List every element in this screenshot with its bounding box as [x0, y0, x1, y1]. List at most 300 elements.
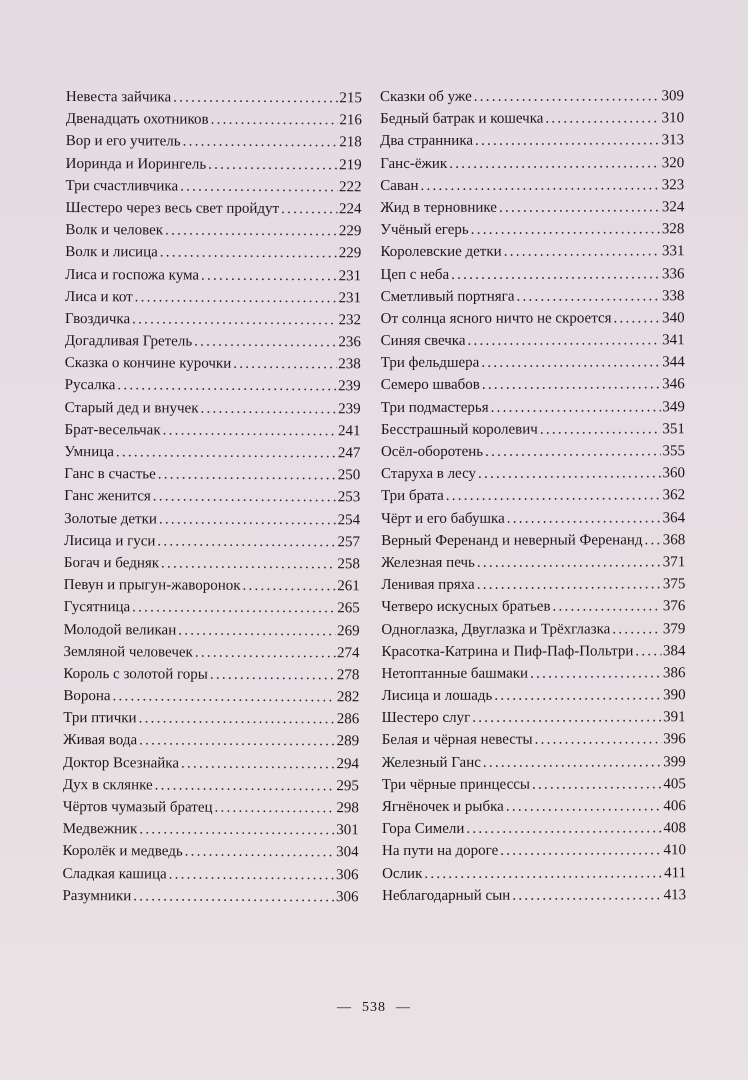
dot-leader [210, 664, 335, 687]
toc-entry-title: Старуха в лесу [380, 465, 477, 483]
toc-entry-page-number: 306 [335, 888, 359, 906]
dot-leader [467, 329, 660, 352]
toc-entry-title: Вор и его учитель [65, 133, 181, 150]
toc-entry-title: Русалка [64, 377, 116, 394]
toc-entry-title: Шестеро через весь свет пройдут [65, 199, 280, 217]
toc-entry-page-number: 324 [661, 199, 685, 216]
toc-entry-page-number: 362 [662, 487, 686, 504]
toc-entry-title: Учёный егерь [380, 221, 469, 239]
dot-leader [208, 153, 337, 176]
toc-entry-title: Ганс женится [64, 488, 151, 505]
toc-entry [382, 773, 686, 796]
dot-leader [153, 486, 336, 509]
toc-entry-title: Дух в склянке [62, 776, 153, 794]
dot-leader [516, 285, 660, 308]
toc-entry-page-number: 239 [338, 378, 361, 395]
toc-entry-title: Три фельдшера [380, 354, 480, 372]
dot-leader [117, 375, 336, 398]
toc-entry-page-number: 341 [662, 332, 685, 349]
toc-entry-title: Чёртов чумазый братец [62, 798, 213, 816]
toc-entry [382, 751, 686, 774]
dot-leader [194, 331, 336, 354]
toc-entry-title: Двенадцать охотников [65, 111, 209, 128]
toc-entry-page-number: 310 [661, 110, 685, 127]
dot-leader [169, 863, 334, 886]
dot-leader [158, 464, 336, 487]
dot-leader [178, 619, 335, 642]
toc-entry-page-number: 239 [338, 400, 361, 417]
toc-entry-page-number: 408 [663, 820, 686, 837]
toc-entry [64, 574, 360, 597]
toc-entry-page-number: 219 [339, 156, 362, 173]
toc-entry-title: Живая вода [63, 732, 138, 749]
toc-entry [64, 530, 360, 553]
toc-entry [381, 285, 685, 308]
toc-entry-title: Осёл-оборотень [380, 443, 484, 460]
toc-entry-title: Два странника [380, 133, 474, 150]
toc-entry [380, 152, 684, 175]
toc-entry-page-number: 250 [337, 467, 361, 484]
toc-entry-title: Догадливая Гретель [64, 333, 193, 350]
toc-entry-title: Ягнёночек и рыбка [381, 798, 504, 815]
toc-entry [63, 707, 359, 730]
toc-entry-title: Сладкая кашица [62, 865, 167, 883]
toc-entry [382, 884, 686, 907]
toc-entry-title: Верный Ференанд и неверный Ференанд [381, 532, 643, 549]
toc-entry-page-number: 257 [337, 533, 361, 551]
toc-entry [63, 774, 359, 797]
dot-leader [215, 797, 335, 820]
dot-leader [491, 396, 661, 419]
toc-entry [65, 219, 361, 242]
toc-entry [64, 618, 360, 641]
toc-entry [63, 663, 359, 686]
dot-leader [155, 774, 335, 797]
toc-entry-page-number: 238 [338, 356, 361, 373]
toc-entry-title: Синяя свечка [380, 332, 466, 350]
toc-entry-title: Одноглазка, Двуглазка и Трёхглазка [381, 620, 611, 638]
toc-entry [380, 130, 684, 153]
toc-entry [382, 862, 686, 885]
toc-entry-page-number: 298 [336, 800, 359, 817]
toc-entry-title: Иоринда и Иорингель [65, 155, 207, 173]
toc-entry-title: Старый дед и внучек [64, 399, 199, 417]
toc-entry-title: Гвоздичка [64, 310, 131, 328]
toc-entry-page-number: 224 [338, 201, 362, 218]
dot-leader [482, 374, 660, 397]
toc-entry-page-number: 405 [663, 776, 686, 793]
toc-entry-title: Золотые детки [64, 510, 157, 527]
toc-entry-page-number: 413 [663, 886, 687, 904]
toc-entry [66, 108, 362, 131]
toc-entry-title: Гора Симели [381, 820, 465, 838]
toc-entry [380, 196, 684, 219]
dot-leader [532, 773, 661, 796]
toc-entry-page-number: 368 [662, 531, 686, 549]
toc-entry [63, 840, 359, 863]
folio-dash-left: — [337, 1000, 352, 1015]
toc-entry-page-number: 360 [662, 465, 686, 482]
dot-leader [474, 85, 660, 108]
toc-entry [381, 573, 685, 596]
toc-entry [381, 440, 685, 463]
toc-entry [381, 396, 685, 419]
dot-leader [471, 218, 660, 241]
toc-entry [65, 374, 361, 397]
toc-entry [381, 374, 685, 397]
toc-entry [382, 840, 686, 863]
toc-entry [66, 175, 362, 198]
dot-leader [485, 440, 660, 463]
toc-entry-title: Невеста зайчика [65, 88, 172, 106]
toc-entry-page-number: 274 [336, 644, 360, 661]
toc-entry-page-number: 384 [662, 642, 686, 659]
dot-leader [165, 220, 337, 243]
toc-entry-page-number: 289 [336, 733, 360, 750]
dot-leader [135, 286, 337, 309]
toc-entry-title: От солнца ясного ничто не скроется [380, 310, 612, 327]
dot-leader [478, 462, 661, 485]
toc-entry [64, 419, 360, 442]
dot-leader [233, 353, 336, 376]
toc-entry-title: Молодой великан [63, 621, 177, 638]
dot-leader [481, 352, 660, 375]
toc-entry-page-number: 375 [662, 576, 686, 593]
toc-entry [66, 86, 362, 109]
dot-leader [472, 707, 661, 730]
toc-entry-page-number: 306 [336, 866, 359, 883]
toc-entry-title: Сказки об уже [380, 88, 472, 105]
dot-leader [139, 730, 335, 753]
dot-leader [500, 840, 661, 863]
toc-entry-title: Жид в терновнике [380, 199, 497, 216]
toc-entry [64, 508, 360, 531]
toc-entry-page-number: 229 [338, 245, 362, 262]
toc-entry-title: Сметливый портняга [380, 288, 515, 305]
toc-entry [381, 507, 685, 530]
toc-entry-page-number: 371 [662, 554, 686, 571]
toc-entry-page-number: 215 [339, 90, 362, 107]
toc-entry-title: Железная печь [381, 554, 475, 571]
dot-leader [545, 107, 659, 130]
dot-leader [159, 508, 336, 531]
dot-leader [499, 196, 660, 219]
toc-entry-title: Железный Ганс [381, 754, 481, 771]
toc-entry-title: На пути на дороге [381, 843, 499, 860]
toc-entry-title: Три чёрные принцессы [381, 776, 530, 793]
toc-entry-title: Разумники [62, 887, 132, 905]
toc-entry-page-number: 390 [663, 687, 686, 704]
dot-leader [132, 597, 335, 620]
toc-entry [382, 817, 686, 840]
toc-entry-page-number: 282 [336, 689, 360, 706]
dot-leader [183, 131, 338, 154]
toc-entry-page-number: 406 [663, 798, 686, 815]
toc-entry-title: Земляной человечек [63, 643, 193, 661]
toc-entry [381, 462, 685, 485]
toc-entry-page-number: 376 [662, 598, 686, 615]
toc-entry-title: Цеп с неба [380, 266, 450, 283]
dot-leader [132, 308, 336, 331]
dot-leader [535, 729, 662, 752]
toc-entry [65, 263, 361, 286]
toc-entry-title: Ворона [63, 688, 111, 705]
toc-entry [64, 552, 360, 575]
toc-entry [63, 729, 359, 752]
dot-leader [173, 86, 337, 109]
toc-entry-page-number: 301 [336, 822, 359, 839]
toc-entry-title: Чёрт и его бабушка [381, 510, 505, 527]
dot-leader [477, 573, 661, 596]
toc-entry-title: Лисица и лошадь [381, 687, 493, 705]
toc-entry-page-number: 216 [339, 112, 362, 129]
dot-leader [112, 685, 334, 708]
toc-entry [380, 85, 684, 108]
dot-leader [612, 618, 661, 640]
toc-entry [380, 107, 684, 130]
toc-entry-title: Лисица и гуси [63, 532, 156, 550]
toc-entry-title: Король с золотой горы [63, 665, 208, 683]
toc-entry-page-number: 295 [336, 777, 359, 795]
dot-leader [451, 263, 660, 286]
dot-leader [242, 575, 335, 598]
dot-leader [133, 885, 334, 908]
toc-entry [65, 330, 361, 353]
toc-entry-title: Бесстрашный королевич [380, 421, 538, 438]
toc-entry-page-number: 364 [662, 509, 686, 526]
dot-leader [195, 641, 335, 664]
toc-entry-title: Богач и бедняк [63, 554, 160, 572]
toc-entry [64, 463, 360, 486]
dot-leader [139, 819, 334, 842]
toc-entry [382, 729, 686, 752]
toc-entry-title: Волк и лисица [65, 244, 158, 261]
dot-leader [553, 596, 661, 618]
toc-entry-title: Сказка о кончине курочки [64, 355, 232, 372]
toc-entry [382, 662, 686, 685]
dot-leader [475, 130, 660, 153]
toc-entry [65, 286, 361, 309]
dot-leader [530, 662, 661, 685]
toc-entry-title: Лиса и госпожа кума [65, 266, 200, 284]
dot-leader [494, 684, 661, 707]
toc-left-column [62, 86, 362, 908]
toc-entry-title: Умница [64, 443, 114, 461]
toc-entry [381, 351, 685, 374]
page-number: 538 [362, 1000, 386, 1015]
toc-entry-page-number: 286 [336, 711, 360, 728]
toc-entry-page-number: 320 [661, 154, 685, 171]
dot-leader [161, 552, 335, 575]
toc-entry-page-number: 229 [338, 223, 362, 240]
toc-entry-page-number: 231 [338, 289, 362, 306]
toc-entry [381, 618, 685, 641]
toc-entry-page-number: 294 [336, 755, 360, 772]
toc-entry-page-number: 386 [663, 665, 686, 682]
toc-entry-title: Шестеро слуг [381, 710, 471, 727]
dot-leader [449, 152, 660, 175]
toc-entry-page-number: 254 [337, 511, 361, 528]
dot-leader [506, 795, 662, 818]
dot-leader [180, 175, 337, 198]
toc-entry [380, 174, 684, 197]
toc-entry-title: Неблагодарный сын [382, 887, 511, 904]
toc-entry-title: Саван [380, 177, 419, 194]
toc-entry-title: Белая и чёрная невесты [381, 732, 533, 749]
toc-entry-page-number: 410 [663, 842, 687, 859]
toc-entry-page-number: 351 [662, 421, 685, 438]
toc-entry-page-number: 355 [662, 443, 685, 460]
dot-leader [211, 109, 338, 132]
toc-entry [63, 641, 359, 664]
toc-entry [381, 329, 685, 352]
toc-entry [381, 596, 685, 619]
toc-entry-page-number: 338 [662, 287, 685, 304]
dot-leader [420, 174, 659, 197]
toc-entry-page-number: 241 [337, 423, 361, 440]
toc-entry-title: Медвежник [62, 821, 138, 838]
toc-entry-title: Бедный батрак и кошечка [380, 110, 544, 128]
toc-entry [380, 241, 684, 264]
toc-entry-page-number: 396 [663, 731, 686, 748]
toc-entry-page-number: 346 [662, 376, 685, 393]
dot-leader [424, 862, 662, 885]
page-folio [0, 1000, 748, 1016]
toc-entry-page-number: 336 [661, 265, 685, 282]
toc-entry-page-number: 261 [337, 578, 360, 595]
toc-entry-page-number: 323 [661, 176, 685, 194]
dot-leader [446, 485, 661, 508]
toc-entry-page-number: 265 [337, 600, 360, 617]
toc-entry-page-number: 253 [337, 489, 361, 506]
toc-entry-page-number: 304 [336, 844, 359, 861]
toc-entry-page-number: 258 [337, 556, 360, 573]
dot-leader [504, 241, 660, 264]
toc-entry [63, 752, 359, 775]
toc-entry-title: Три счастливчика [65, 177, 179, 195]
toc-entry-title: Доктор Всезнайка [63, 754, 180, 772]
toc-entry [66, 153, 362, 176]
toc-entry-page-number: 411 [664, 864, 687, 881]
toc-entry-title: Королёк и медведь [62, 843, 183, 860]
toc-entry [382, 684, 686, 707]
dot-leader [157, 530, 335, 553]
folio-dash-right: — [396, 1000, 411, 1015]
dot-leader [512, 884, 661, 907]
toc-entry-title: Брат-весельчак [64, 421, 161, 439]
toc-entry [381, 307, 685, 330]
toc-entry-title: Три подмастерья [380, 399, 489, 416]
toc-entry [382, 706, 686, 729]
toc-entry-page-number: 328 [661, 221, 685, 238]
dot-leader [200, 397, 336, 420]
dot-leader [160, 242, 337, 265]
toc-entry-page-number: 399 [663, 753, 686, 770]
toc-entry-page-number: 269 [337, 622, 360, 639]
toc-entry [65, 352, 361, 375]
toc-entry-page-number: 278 [336, 667, 360, 684]
toc-entry-title: Лиса и кот [65, 288, 133, 305]
toc-entry-page-number: 349 [662, 398, 685, 415]
toc-entry-title: Ослик [382, 865, 423, 882]
toc-entry-title: Ленивая пряха [381, 576, 475, 594]
toc-entry-page-number: 379 [662, 620, 686, 637]
toc-entry-title: Три брата [381, 488, 444, 505]
toc-entry-title: Ганс в счастье [64, 466, 156, 483]
toc-entry-page-number: 218 [339, 134, 362, 151]
toc-entry-page-number: 340 [662, 310, 685, 327]
dot-leader [139, 708, 335, 731]
toc-entry-title: Три птички [63, 710, 137, 727]
toc-entry-page-number: 222 [339, 178, 362, 196]
dot-leader [507, 507, 661, 530]
toc-entry-page-number: 231 [338, 267, 362, 284]
dot-leader [181, 752, 335, 775]
toc-entry-title: Четверо искусных братьев [381, 598, 551, 616]
toc-entry-page-number: 309 [661, 88, 685, 105]
dot-leader [466, 817, 661, 840]
toc-entry [65, 241, 361, 264]
toc-entry [64, 596, 360, 619]
dot-leader [477, 551, 661, 574]
toc-entry-page-number: 331 [661, 243, 685, 260]
toc-entry-page-number: 232 [338, 312, 362, 329]
dot-leader [185, 841, 335, 864]
dot-leader [635, 640, 661, 662]
toc-entry [380, 263, 684, 286]
toc-entry [63, 685, 359, 708]
toc-entry [65, 197, 361, 220]
dot-leader [483, 751, 661, 774]
toc-entry [63, 863, 359, 886]
toc-entry-page-number: 236 [338, 334, 361, 351]
toc-entry-page-number: 391 [663, 709, 686, 726]
toc-entry [381, 551, 685, 574]
dot-leader [281, 198, 337, 220]
toc-entry-title: Гусятница [63, 599, 131, 616]
toc-entry [381, 529, 685, 552]
toc-entry [64, 441, 360, 464]
toc-entry [381, 485, 685, 508]
toc-entry [63, 796, 359, 819]
toc-entry-title: Волк и человек [65, 222, 164, 239]
toc-entry [381, 640, 685, 663]
toc-entry-title: Певун и прыгун-жаворонок [63, 577, 241, 594]
dot-leader [116, 441, 336, 464]
toc-entry [65, 397, 361, 420]
toc-entry [381, 418, 685, 441]
toc-entry-title: Ганс-ёжик [380, 155, 448, 172]
toc-right-column [380, 85, 686, 907]
dot-leader [613, 307, 660, 329]
toc-entry-page-number: 247 [337, 445, 361, 462]
toc-entry [380, 218, 684, 241]
toc-entry-title: Семеро швабов [380, 377, 480, 394]
toc-entry-page-number: 313 [661, 132, 685, 149]
dot-leader [163, 419, 336, 442]
toc-entry [66, 130, 362, 153]
toc-entry-title: Нетоптанные башмаки [381, 665, 529, 682]
toc-entry [382, 795, 686, 818]
dot-leader [201, 264, 337, 287]
toc-entry [62, 885, 358, 908]
toc-entry [64, 485, 360, 508]
dot-leader [644, 529, 660, 551]
dot-leader [540, 418, 661, 441]
toc-entry [65, 308, 361, 331]
toc-entry-page-number: 344 [662, 354, 685, 371]
toc-entry-title: Королевские детки [380, 243, 502, 261]
